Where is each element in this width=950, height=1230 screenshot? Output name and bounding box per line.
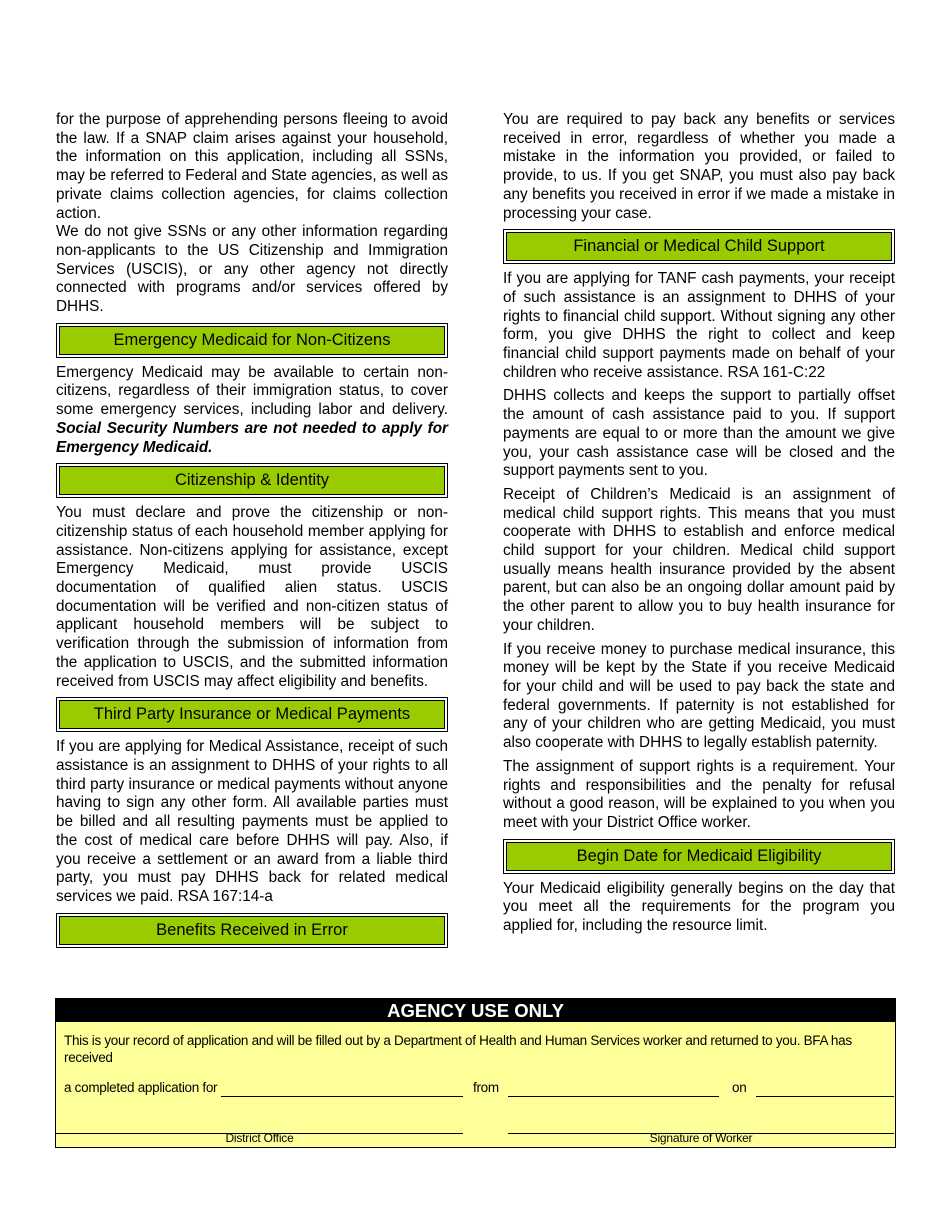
benefits-error-header: [56, 913, 448, 948]
benefits-error-paragraph: You are required to pay back any benefits or services received in error, regardless of whether you made a mistake in the information you provided, or failed to provide, to us. If you get SNAP, you must also pay back any benefits you received in error if we made a mistake in processing your case.: [503, 111, 895, 222]
emergency-medicaid-paragraph: [56, 364, 448, 458]
on-label: on: [732, 1080, 747, 1095]
child-support-title: Financial or Medical Child Support: [506, 232, 892, 261]
begin-date-header: [503, 839, 895, 874]
citizenship-identity-paragraph: You must declare and prove the citizenship or non-citizenship status of each household member applying for assistance. Non-citizens applying for assistance, except Emergency Medicaid, must provide USCIS documentation of qualified alien status. USCIS documentation will be verified and non-citizen status of applicant household members will be subject to verification through the submission of information from the application to USCIS, and the submitted information received from USCIS may affect eligibility and benefits.: [56, 504, 448, 690]
third-party-insurance-title: Third Party Insurance or Medical Payments: [59, 700, 445, 729]
right-column: [503, 111, 895, 941]
emergency-medicaid-header: [56, 323, 448, 358]
emergency-medicaid-ssn-note: Social Security Numbers are not needed to apply for Emergency Medicaid.: [56, 419, 448, 456]
from-field[interactable]: [508, 1096, 719, 1097]
completed-application-label: a completed application for: [64, 1080, 218, 1095]
begin-date-paragraph: Your Medicaid eligibility generally begins on the day that you meet all the requirements for the program you applied for, including the resource limit.: [503, 879, 895, 935]
tanf-assignment-paragraph: If you are applying for TANF cash payments, your receipt of such assistance is an assignment to DHHS of your rights to financial child support. Without signing any other form, you give DHHS the right to collect and keep financial child support payments made on behalf of your children who receive assistance. RSA 161-C:22: [503, 270, 895, 381]
from-label: from: [473, 1080, 499, 1095]
emergency-medicaid-text: Emergency Medicaid may be available to certain non-citizens, regardless of their immigration status, to cover some emergency services, including labor and delivery.: [56, 363, 448, 419]
medical-insurance-money-paragraph: If you receive money to purchase medical insurance, this money will be kept by the State if you receive Medicaid for your child and will be used to pay back the state and federal governments. If paternity is not established for any of your children who are getting Medicaid, you must also cooperate with DHHS to legally establish paternity.: [503, 640, 895, 752]
application-for-field[interactable]: [221, 1096, 463, 1097]
begin-date-title: Begin Date for Medicaid Eligibility: [506, 842, 892, 871]
ssn-disclosure-paragraph: We do not give SSNs or any other information regarding non-applicants to the US Citizenship and Immigration Services (USCIS), or any other agency not directly connected with programs and/or services offered by DHHS.: [56, 223, 448, 316]
child-support-header: [503, 229, 895, 264]
snap-claims-paragraph: for the purpose of apprehending persons fleeing to avoid the law. If a SNAP claim arises against your household, the information on this application, including all SSNs, may be referred to Federal and State agencies, as well as private claims collection agencies, for claims collection action.: [56, 111, 448, 222]
third-party-insurance-header: [56, 697, 448, 732]
emergency-medicaid-title: Emergency Medicaid for Non-Citizens: [59, 326, 445, 355]
benefits-error-title: Benefits Received in Error: [59, 916, 445, 945]
citizenship-identity-title: Citizenship & Identity: [59, 466, 445, 495]
signature-of-worker-label: Signature of Worker: [649, 1131, 753, 1145]
third-party-insurance-paragraph: If you are applying for Medical Assistance, receipt of such assistance is an assignment to DHHS of your rights to all third party insurance or medical payments without anyone having to sign any other form. All available parties must be billed and all resulting payments must be applied to the cost of medical care before DHHS will pay. Also, if you receive a settlement or an award from a liable third party, you must pay DHHS back for related medical services we paid. RSA 167:14-a: [56, 738, 448, 905]
citizenship-identity-header: [56, 463, 448, 498]
agency-use-only-title: AGENCY USE ONLY: [56, 999, 895, 1022]
district-office-label: District Office: [225, 1131, 294, 1145]
left-column: [56, 111, 448, 954]
childrens-medicaid-paragraph: Receipt of Children’s Medicaid is an assignment of medical child support rights. This means that you must cooperate with DHHS to establish and enforce medical child support for your children. Medical child support usually means health insurance provided by the absent parent, but can also be an ongoing dollar amount paid by the other parent to allow you to buy health insurance for your children.: [503, 485, 895, 634]
agency-record-text: This is your record of application and will be filled out by a Department of Health and Human Services worker and returned to you. BFA has received: [64, 1033, 852, 1065]
dhhs-collects-paragraph: DHHS collects and keeps the support to partially offset the amount of cash assistance paid to you. If support payments are equal to or more than the amount we give you, your cash assistance case will be closed and the support payments sent to you.: [503, 387, 895, 480]
agency-use-only-box: [55, 998, 896, 1148]
on-date-field[interactable]: [756, 1096, 894, 1097]
support-rights-paragraph: The assignment of support rights is a requirement. Your rights and responsibilities and the penalty for refusal without a good reason, will be explained to you when you meet with your District Office worker.: [503, 757, 895, 831]
